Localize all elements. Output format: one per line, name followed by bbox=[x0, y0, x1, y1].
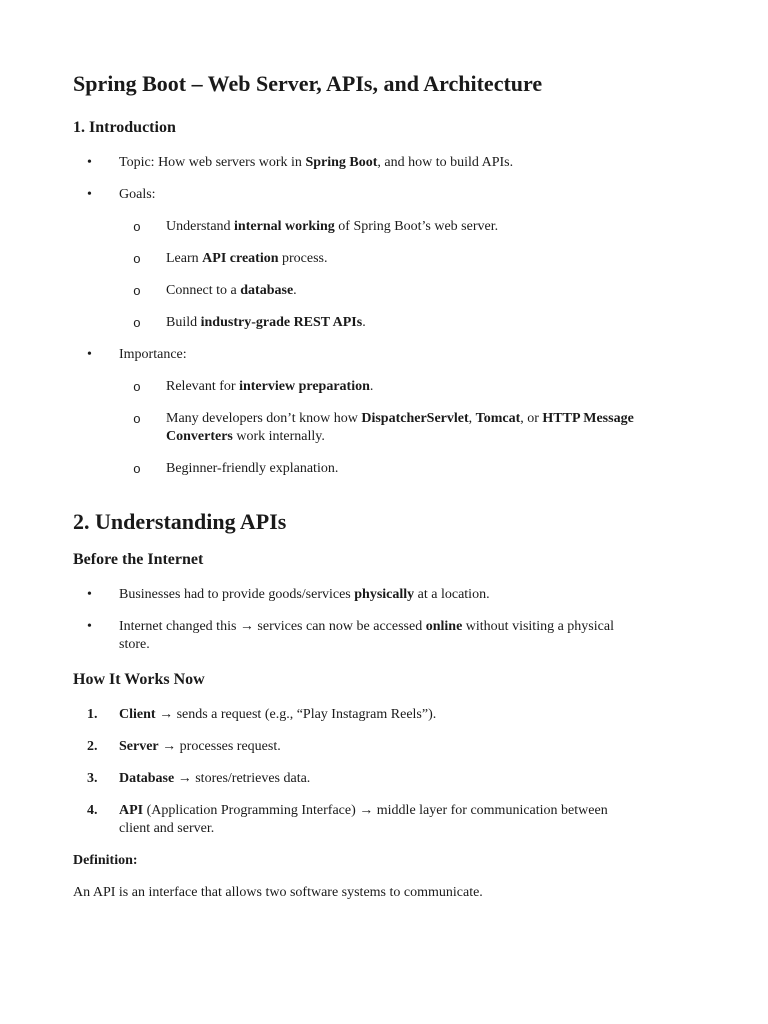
sublist-item: o Understand internal working of Spring Boot’s web server. bbox=[133, 219, 499, 235]
goals-sublist bbox=[73, 218, 688, 332]
circle-bullet-icon: o bbox=[133, 220, 141, 235]
numbered-item: 1. Client → sends a request (e.g., “Play Instagram Reels”). bbox=[87, 707, 437, 722]
circle-bullet-icon: o bbox=[133, 252, 141, 267]
bullet-icon: • bbox=[87, 187, 92, 202]
numbered-item: 2. Server → processes request. bbox=[87, 739, 281, 754]
bullet-icon: • bbox=[87, 347, 92, 362]
sublist-item: o Many developers don’t know how DispatcherServlet, Tomcat, or HTTP Message Converters work internally. bbox=[133, 411, 634, 444]
bullet-icon: • bbox=[87, 587, 92, 602]
how-it-works-list bbox=[73, 706, 688, 838]
list-item: • Businesses had to provide goods/services physically at a location. bbox=[87, 587, 490, 602]
sublist-item: o Learn API creation process. bbox=[133, 251, 328, 267]
list-item: • Internet changed this → services can now be accessed online without visiting a physical store. bbox=[87, 619, 614, 652]
document-title: Spring Boot – Web Server, APIs, and Architecture bbox=[73, 71, 543, 96]
circle-bullet-icon: o bbox=[133, 316, 141, 331]
bullet-icon: • bbox=[87, 619, 92, 634]
sublist-item: o Connect to a database. bbox=[133, 283, 297, 299]
importance-list bbox=[73, 346, 688, 364]
definition-label: Definition: bbox=[73, 853, 138, 868]
sublist-item: o Build industry-grade REST APIs. bbox=[133, 315, 366, 331]
before-internet-list bbox=[73, 586, 688, 654]
list-item-goals: • Goals: bbox=[87, 187, 156, 202]
circle-bullet-icon: o bbox=[133, 380, 141, 395]
importance-sublist bbox=[73, 378, 688, 478]
intro-list bbox=[73, 154, 688, 204]
circle-bullet-icon: o bbox=[133, 284, 141, 299]
circle-bullet-icon: o bbox=[133, 412, 141, 427]
section-apis-heading: 2. Understanding APIs bbox=[73, 509, 287, 534]
before-internet-heading: Before the Internet bbox=[73, 551, 204, 568]
section-introduction-heading: 1. Introduction bbox=[73, 119, 176, 136]
numbered-item: 3. Database → stores/retrieves data. bbox=[87, 771, 311, 786]
sublist-item: o Beginner-friendly explanation. bbox=[133, 461, 339, 477]
list-item-topic: • Topic: How web servers work in Spring Boot, and how to build APIs. bbox=[87, 155, 514, 170]
definition-text: An API is an interface that allows two software systems to communicate. bbox=[73, 885, 483, 900]
circle-bullet-icon: o bbox=[133, 462, 141, 477]
sublist-item: o Relevant for interview preparation. bbox=[133, 379, 374, 395]
bullet-icon: • bbox=[87, 155, 92, 170]
how-it-works-heading: How It Works Now bbox=[73, 671, 205, 688]
list-item-importance: • Importance: bbox=[87, 347, 187, 362]
numbered-item: 4. API (Application Programming Interface) → middle layer for communication between client and server. bbox=[87, 803, 608, 836]
